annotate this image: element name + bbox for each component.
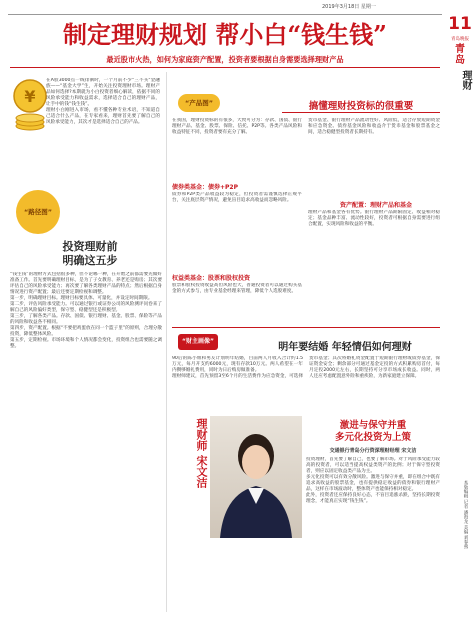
- advisor-name: 宋文洁: [195, 454, 208, 488]
- intro-text: 在A股3000点一线徘徊时，一个月前不少"三不买"金融族——“基金大学”生，开始关注投资理财市场。理财产品如何选择?本期就为小白投资者细心解读，依据不同的风险承受能力和收益需求，选择适合自己的理财产品，让手中的钱“钱生钱”。 理财小白刚进入市场，看不懂各种专业术语，不知道自己适合什么产品，在专家看来，理财首先要了解自己的风险承受能力，其次才是选择适合自己的产品。: [46, 78, 160, 125]
- advisor-name-vertical: [186, 418, 208, 538]
- header-date: 2019年3月18日 星期一: [322, 4, 376, 10]
- advisor-photo: [210, 416, 302, 538]
- page-number: 11: [448, 14, 472, 34]
- section2-text-allocation: 理财产品和基金各有优势。银行理财产品期限固定、收益相对稳定；基金品种丰富、流动性较好，投资者可根据自身需要进行组合配置，实现风险和收益的平衡。: [308, 210, 440, 227]
- section3-title: 明年要结婚 年轻情侣如何理财: [278, 342, 412, 353]
- section3-text: 90后的陈小姐和男友计划明年结婚，目前两人月收入合计约1.5万元，每月开支约6000元，现有存款10万元。两人希望在一年内攒够婚礼费用，同时为日后购房做准备。 理财师建议，首先预留3至6个月的生活费作为应急资金，可选择货币基金；其次将婚礼资金配置于短期银行理财或债券基金，保证资金安全；剩余部分可通过基金定投的方式积累购房首付，每月定投2000元左右，长期坚持可分享市场成长收益。同时，两人还应考虑配置意外险和重疾险，为新家庭建立保障。: [172, 356, 440, 379]
- section1-title: 投资理财前 明确这五步: [62, 240, 118, 267]
- sidebar-editor-credits: 本版编辑 记者 潘海龙 美编 刘春燕: [463, 480, 468, 549]
- svg-text:¥: ¥: [24, 87, 36, 106]
- section4-byline: 交通银行青岛分行资深理财经理 宋文洁: [329, 448, 417, 454]
- section2-subhead-bonds: 债券类基金：债券+P2P: [172, 184, 238, 191]
- column-divider-1: [166, 72, 167, 612]
- badge-products: “产品图”: [178, 94, 220, 112]
- section2-title-rule: [282, 112, 440, 113]
- section2-text-cash: 货币基金、银行理财产品流动性好、风险低，适合存放短期资金和应急资金。债券基金风险和收益介于货币基金和股票基金之间，适合稳健型投资者长期持有。: [308, 118, 440, 135]
- section2-subhead-allocation: 资产配置：理财产品和基金: [340, 202, 413, 209]
- section2-title: 搞懂理财投资标的很重要: [308, 101, 414, 112]
- section2-subhead-equity: 权益类基金：股票和股权投资: [172, 275, 251, 282]
- main-subtitle: 最近股市火热，如何为家庭资产配置，投资者要根据自身需要选择理财产品: [106, 55, 344, 64]
- section4-text-left: [210, 542, 302, 612]
- section2-text-bonds: 债券和P2P类产品收益较为稳定，但投资者需谨慎选择正规平台，关注底层资产情况，避免盲目追求高收益而忽略风险。: [172, 192, 302, 203]
- section-divider-2: [172, 327, 440, 328]
- headline-rule: [10, 67, 440, 68]
- section4-text: 投资理财，首先要了解自己，也要了解市场。对于风险承受能力较高的投资者，可以适当提高权益类资产的比例；对于保守型投资者，则应以固定收益类产品为主。 多元化投资可以有效分散风险。激进与保守并重，即在组合中既有追求高收益的股票基金，也有提供稳定收益的债券和银行理财产品，这样在市场波动时，整体资产也能保持相对稳定。 此外，投资者还应保持良好心态，不盲目追涨杀跌，坚持长期投资理念，才能真正实现“钱生钱”。: [306, 457, 440, 504]
- header-rule: [8, 14, 442, 15]
- badge-advisor: “财主画像”: [178, 334, 218, 350]
- advisor-label: 理财师: [195, 418, 208, 451]
- paper-logo: 青 岛: [455, 44, 465, 66]
- coin-illustration: [10, 78, 50, 138]
- section2-intro: 在我国，理财投资标的有很多，大致可分为：存款、国债、银行理财产品、基金、股票、保险、信托、P2P等。各类产品风险和收益特征不同，投资者要有充分了解。: [172, 118, 302, 135]
- section2-text-equity: 股票和股权投资收益高但风险也大，普通投资者可以通过购买基金的方式参与，由专业基金经理来管理，降低个人选股难度。: [172, 283, 302, 294]
- main-headline: 制定理财规划 帮小白“钱生钱”: [63, 20, 387, 49]
- section-name: 理财: [460, 70, 471, 90]
- section1-text: “钱生钱”的理财方式包括很多种，但不论哪一种，在开始之前都需要先做好准备工作。首先要明确理财目标，是为了子女教育、养老还是购房；其次要评估自己的风险承受能力；再次要了解各类理财产品的特点；然后根据自身情况进行资产配置；最后还要定期检视和调整。 第一步，明确理财目标。理财目标要具体、可量化，并设定时间期限。 第二步，评估风险承受能力。可以通过银行或证券公司的风险测评问卷来了解自己的风险偏好类型，保守型、稳健型还是积极型。 第三步，了解各类产品。存款、国债、银行理财、基金、股票、保险等产品的风险和收益各不相同。 第四步，资产配置。根据“不要把鸡蛋放在同一个篮子里”的原则，合理分散投资，降低整体风险。 第五步，定期检视。市场环境和个人情况都会变化，投资组合也需要随之调整。: [10, 272, 162, 349]
- section4-title: 激进与保守并重 多元化投资为上策: [334, 420, 411, 443]
- section-small-label: 青岛晚报: [451, 37, 469, 42]
- badge-steps: “路径图”: [16, 190, 60, 234]
